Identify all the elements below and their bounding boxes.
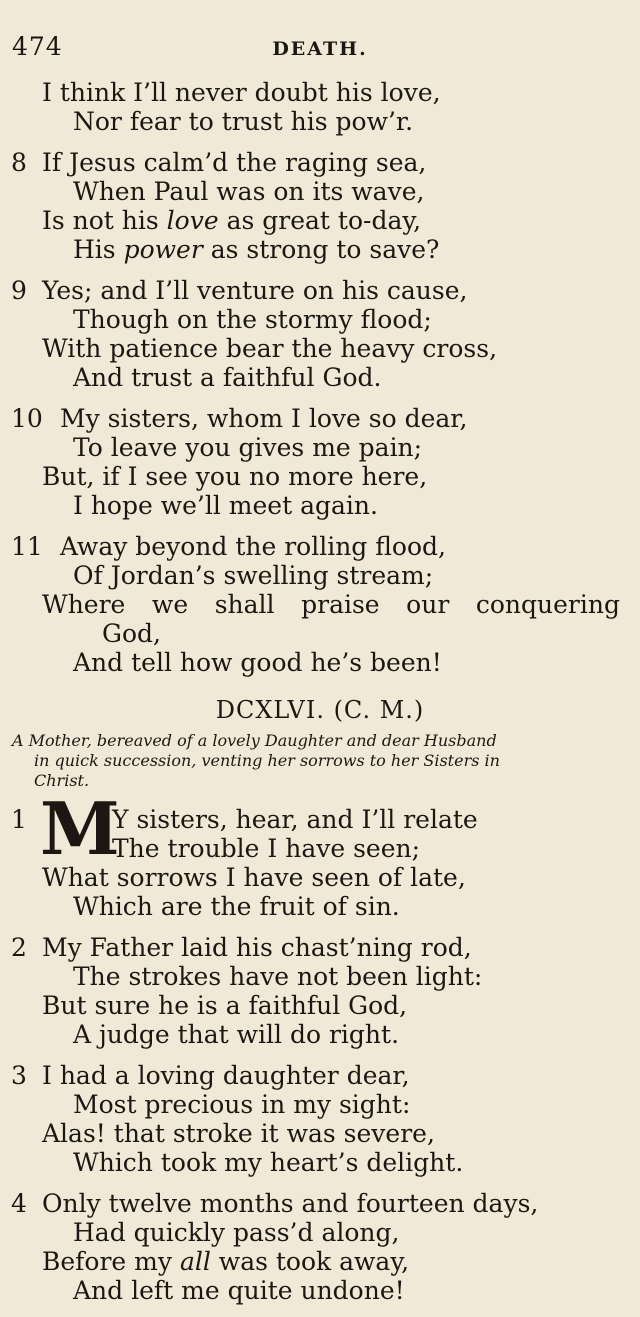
verse-line: And tell how good he’s been! [73,648,442,677]
subtitle-line: Christ. [34,771,90,790]
verse-line: Nor fear to trust his pow’r. [73,107,414,136]
word: shall [214,590,275,619]
verse-line: To leave you gives me pain; [73,433,423,462]
verse-3 [0,1061,640,1177]
verse-line: Though on the stormy flood; [73,305,432,334]
verse-line: With patience bear the heavy cross, [42,334,498,363]
verse-line: The strokes have not been light: [73,962,483,991]
page-number: 474 [12,32,63,61]
verse-line-justified [0,590,640,619]
verse-line: Had quickly pass’d along, [73,1218,400,1247]
verse-line: Which took my heart’s delight. [73,1148,464,1177]
verse-line: My sisters, whom I love so dear, [60,404,468,433]
verse-number: 1 [11,805,27,834]
verse-line: The trouble I have seen; [112,834,421,863]
verse-4 [0,1189,640,1305]
verse-number: 11 [11,532,43,561]
verse-number: 9 [11,276,27,305]
verse-line: Most precious in my sight: [73,1090,411,1119]
verse-number: 2 [11,933,27,962]
verse-line: Yes; and I’ll venture on his cause, [42,276,468,305]
verse-1 [0,786,640,921]
verse-number: 3 [11,1061,27,1090]
subtitle-line: in quick succession, venting her sorrows to her Sisters in [34,751,500,770]
verse-line: Away beyond the rolling flood, [60,532,446,561]
verse-line: I hope we’ll meet again. [73,491,378,520]
verse-line-wrap: God, [102,619,161,648]
verse-line: Which are the fruit of sin. [73,892,400,921]
verse-line: Alas! that stroke it was severe, [42,1119,435,1148]
verse-line: Before my all was took away, [42,1247,410,1276]
verse-line: If Jesus calm’d the raging sea, [42,148,427,177]
drop-cap: M [40,786,120,871]
verse-line: I think I’ll never doubt his love, [42,78,441,107]
subtitle-line: A Mother, bereaved of a lovely Daughter and dear Husband [12,731,497,750]
verse-line: His power as strong to save? [73,235,440,264]
verse-line: I had a loving daughter dear, [42,1061,410,1090]
word: conquering [475,590,620,619]
verse-2 [0,933,640,1049]
verse-line: But, if I see you no more here, [42,462,428,491]
verse-continuation [0,78,640,136]
verse-line: Only twelve months and fourteen days, [42,1189,539,1218]
word: praise [301,590,380,619]
running-head: DEATH. [272,38,368,60]
verse-10 [0,404,640,520]
verse-line: What sorrows I have seen of late, [42,863,466,892]
verse-11 [0,532,640,677]
page-header [0,32,640,72]
verse-8 [0,148,640,264]
verse-number: 10 [11,404,43,433]
verse-line: And trust a faithful God. [73,363,382,392]
verse-line: But sure he is a faithful God, [42,991,408,1020]
page-content [0,78,640,1317]
verse-9 [0,276,640,392]
verse-line: My Father laid his chast’ning rod, [42,933,472,962]
hymn-subtitle [0,731,640,791]
verse-line: When Paul was on its wave, [73,177,425,206]
verse-number: 8 [11,148,27,177]
verse-line: And left me quite undone! [73,1276,405,1305]
verse-line: Y sisters, hear, and I’ll relate [112,805,478,834]
word: our [406,590,450,619]
verse-line: Is not his love as great to-day, [42,206,422,235]
hymn-title: DCXLVI. (C. M.) [215,696,425,724]
word: Where [42,590,126,619]
verse-line: A judge that will do right. [73,1020,400,1049]
verse-number: 4 [11,1189,27,1218]
verse-line: Of Jordan’s swelling stream; [73,561,434,590]
word: we [151,590,189,619]
